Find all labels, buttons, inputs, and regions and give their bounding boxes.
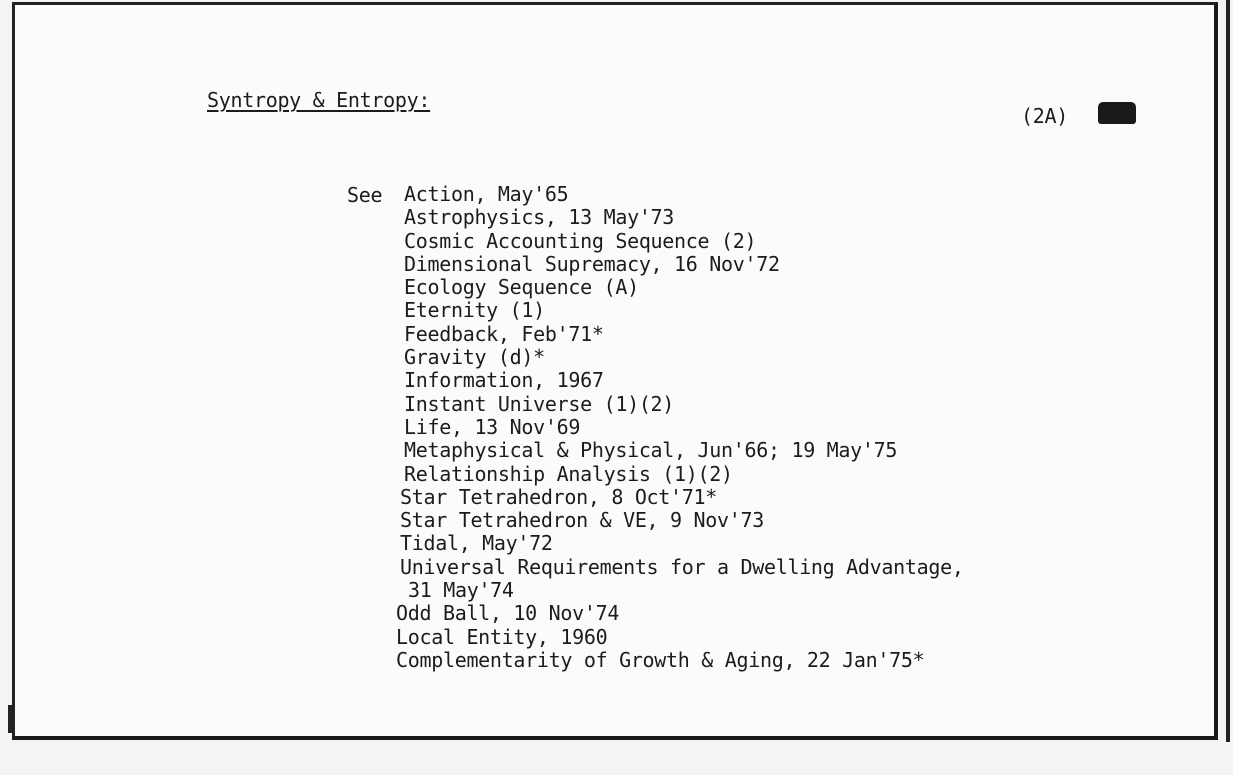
- list-item: Action, May'65: [404, 182, 569, 206]
- list-item-continuation: 31 May'74: [408, 578, 514, 603]
- list-item: Eternity (1): [404, 298, 545, 323]
- list-item: Star Tetrahedron, 8 Oct'71*: [400, 484, 718, 509]
- list-item: Feedback, Feb'71*: [404, 321, 604, 346]
- list-item: Cosmic Accounting Sequence (2): [404, 228, 757, 253]
- card-right-edge: [1226, 0, 1230, 742]
- list-item: Ecology Sequence (A): [404, 275, 639, 300]
- list-item: Life, 13 Nov'69: [404, 414, 581, 439]
- list-item: Local Entity, 1960: [396, 624, 608, 649]
- list-item: Astrophysics, 13 May'73: [404, 205, 675, 230]
- list-item: Star Tetrahedron & VE, 9 Nov'73: [400, 508, 764, 533]
- card-code: (2A): [1021, 104, 1068, 128]
- black-tab-marker: [1098, 102, 1136, 124]
- list-item: Odd Ball, 10 Nov'74: [396, 601, 620, 626]
- list-item: Instant Universe (1)(2): [404, 391, 675, 416]
- list-item: Dimensional Supremacy, 16 Nov'72: [404, 251, 780, 276]
- list-item: Metaphysical & Physical, Jun'66; 19 May'75: [404, 438, 898, 463]
- card-heading: Syntropy & Entropy:: [207, 88, 431, 112]
- reference-list: [396, 182, 964, 672]
- see-label: See: [347, 183, 383, 207]
- list-item: Universal Requirements for a Dwelling Advantage,: [400, 554, 964, 579]
- list-item: Relationship Analysis (1)(2): [404, 461, 733, 486]
- card-left-tick: [8, 705, 12, 733]
- list-item: Information, 1967: [404, 368, 604, 393]
- list-item: Gravity (d)*: [404, 345, 545, 370]
- list-item: Complementarity of Growth & Aging, 22 Jan'75*: [396, 647, 925, 672]
- list-item: Tidal, May'72: [400, 531, 553, 556]
